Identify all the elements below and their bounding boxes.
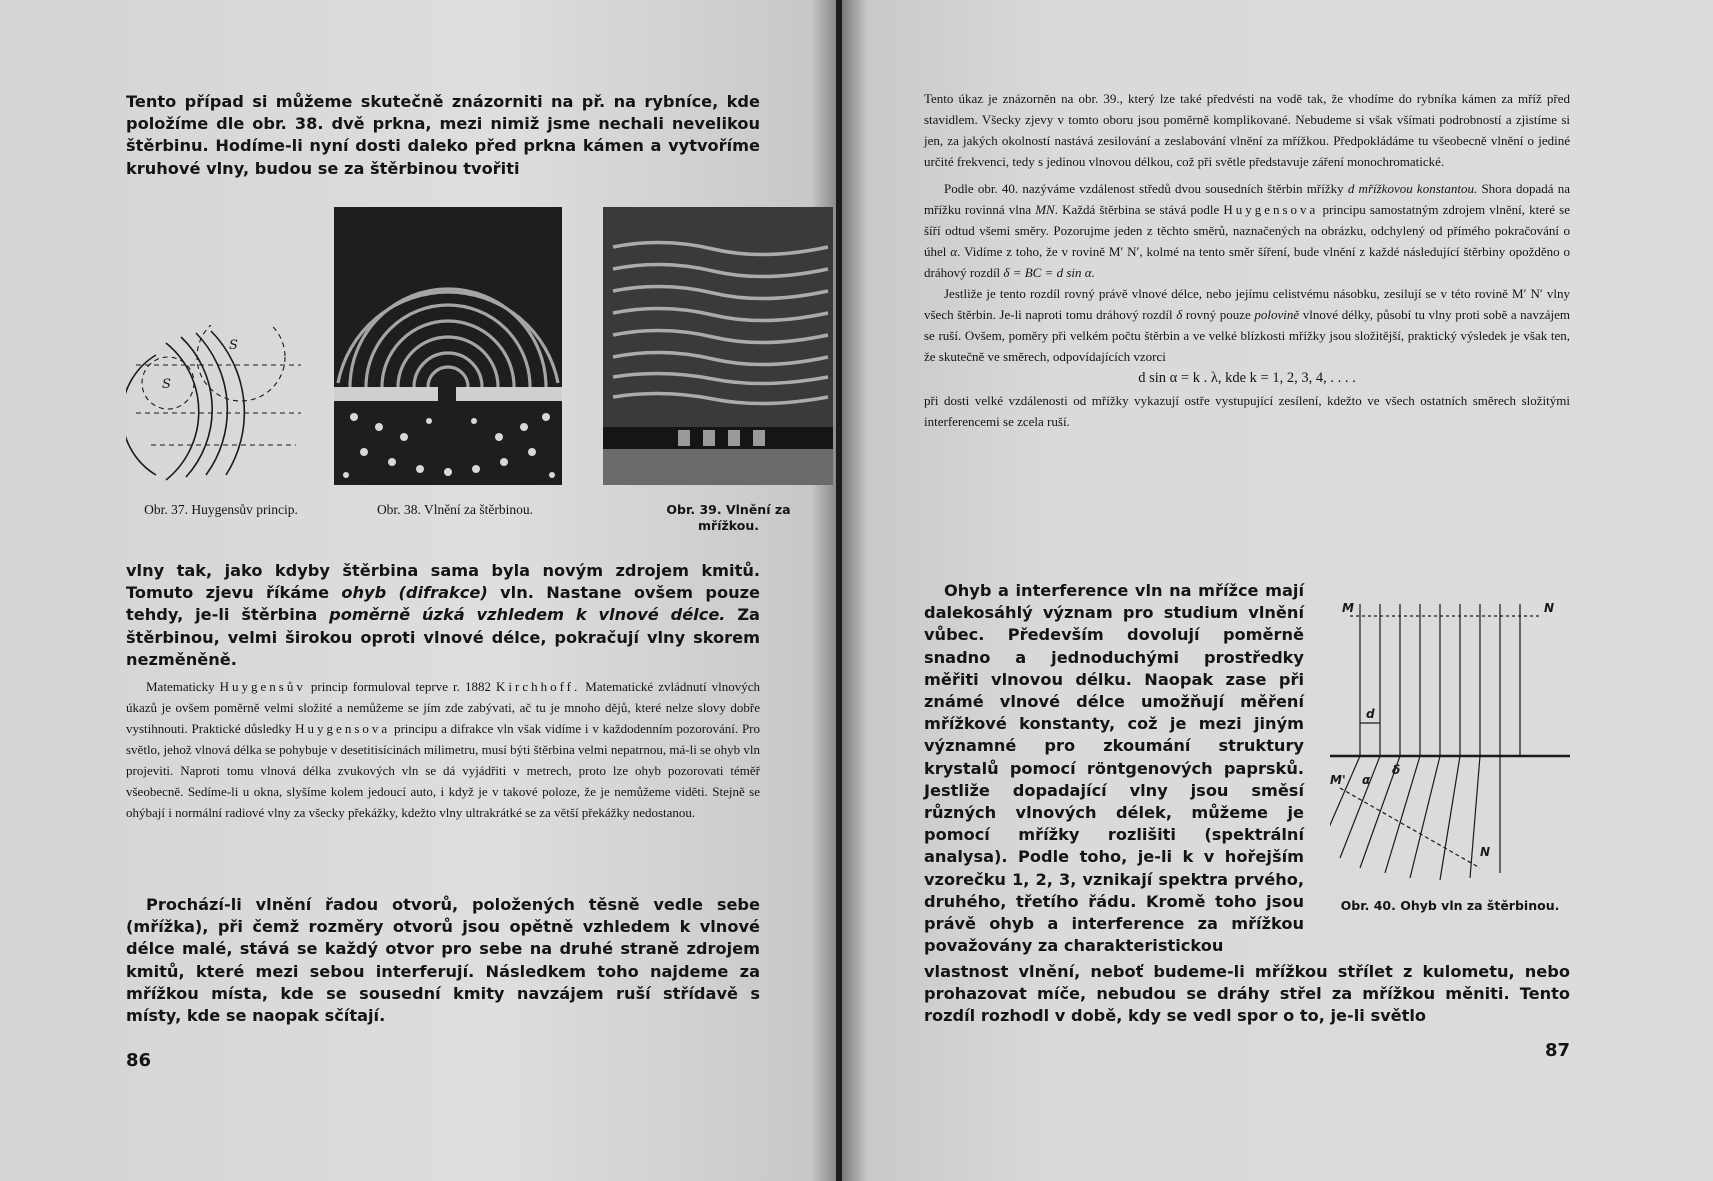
paragraph-demo: Tento úkaz je znázorněn na obr. 39., který lze také předvésti na vodě tak, že vhodíme do rybníka kámen za mříž před stavidlem. Všecky zjevy v tomto oboru jsou poměrně komplikované. Nebudeme si však všímati podrobností a zjistíme si jen, za jakých okolností nastává zesilování a zeslabování vlnění za mřížkou. Předpokládáme tu všeobecně vlnění o jediné určité frekvenci, tedy s jedinou vlnovou délkou, což při světle představuje záření monochromatické. Podle obr. 40. nazýváme vzdálenost středů dvou sousedních štěrbin mřížky d mřížkovou konstantou. Shora dopadá na mřížku rovinná vlna MN. Každá štěrbina se stává podle Huygensova principu samostatným zdrojem vlnění, které se šíří odtud všemi směry. Pozorujme jeden z těchto směrů, naznačených na obrázku, odchylený od přímého pokračování o úhel α. Vidíme z toho, že v rovině M′ N′, kolmé na tento směr šíření, bude vlnění z každé následující štěrbiny opožděno o dráhový rozdíl δ = BC = d sin α. Jestliže je tento rozdíl rovný právě vlnové délce, nebo jejímu celistvému násobku, zesilují se v této rovině M′ N′ vlny všech štěrbin. Je-li naproti tomu dráhový rozdíl δ rovný pouze polovině vlnové délky, působí tu vlny proti sobě a navzájem se ruší. Ovšem, poměry při velkém počtu štěrbin a ve velké blízkosti mřížky jsou složitější, praktický výsledek je však ten, že skutečně ve směrech, odpovídajících vzorci d sin α = k . λ, kde k = 1, 2, 3, 4, . . . . při dosti velké vzdálenosti od mřížky vykazují ostře vystupující zesílení, kdežto ve všech ostatních směrech složitými interferencemi se zcela ruší.: [924, 91, 1571, 429]
left-page: [0, 0, 836, 1181]
fig40-label-m: M: [1342, 601, 1354, 615]
paragraph-significance: Ohyb a interference vln na mřížce mají dalekosáhlý význam pro studium vlnění vůbec. Především dovolují poměrně snadno a jednoduchými prostředky měřiti vlnovou délku. Naopak zase při známé vlnové délce umožňují měření mřížkové konstanty, což je mezi jiným významné pro zkoumání struktury krystalů pomocí röntgenových paprsků. Jestliže dopadající vlny jsou směsí různých vlnových délek, můžeme je pomocí mřížky rozlišiti (spektrální analysa). Podle toho, je-li k v hořejším vzorečku 1, 2, 3, vznikají spektra prvého, druhého, třetího řádu. Kromě toho jsou právě ohyb a interference za mřížkou považovány za charakteristickou: [924, 581, 1304, 956]
huygens-principle-diagram: [126, 325, 311, 485]
fig40-label-delta: δ: [1392, 763, 1401, 777]
page-number-left: 86: [126, 1050, 152, 1071]
wave-slit-photo: [334, 207, 562, 485]
fig40-caption: Obr. 40. Ohyb vln za štěrbinou.: [1340, 898, 1560, 913]
source-label-s1: S: [162, 377, 171, 392]
paragraph-small-print: Matematicky Huygensův princip formuloval teprve r. 1882 Kirchhoff. Matematické zvládnutí vlnových úkazů je ovšem poměrně velmi složité a nemůžeme se jím zde zabývati, ač tu je mnoho dějů, které nelze slovy dobře vystihnouti. Praktické důsledky Huygensova principu a difrakce vln však vidíme i v každodenním pozorování. Pro světlo, jehož vlnová délka se pohybuje v desetitisícinách milimetru, musí býti štěrbina velmi nepatrnou, má-li se ohyb vln projeviti. Naproti tomu vlnová délka zvukových vln se dá vyjádřiti v metrech, proto lze ohyb pozorovati téměř všeobecně. Sedíme-li u okna, slyšíme kolem jedoucí auto, i když je v takové poloze, že je nemůžeme viděti. Stejně se ohýbají i normální radiové vlny za všecky překážky, kdežto vlny ultrakrátké se za větší překážky nedostanou.: [126, 679, 761, 820]
fig37-caption: Obr. 37. Huygensův princip.: [144, 502, 298, 517]
right-page: [842, 0, 1713, 1181]
fig39-caption: Obr. 39. Vlnění za mřížkou.: [666, 502, 791, 533]
fig40-label-alpha: α: [1362, 773, 1371, 787]
fig40-label-nprime: N: [1480, 845, 1491, 859]
fig40-label-n: N: [1544, 601, 1555, 615]
paragraph-significance-cont: vlastnost vlnění, neboť budeme-li mřížkou střílet z kulometu, nebo prohazovat míče, nebudou se dráhy střel za mřížkou měniti. Tento rozdíl rozhodl v době, kdy se vedl spor o to, je-li světlo: [924, 962, 1570, 1026]
grating-formula: d sin α = k . λ, kde k = 1, 2, 3, 4, . . . .: [1138, 370, 1356, 386]
grating-diffraction-diagram: [1330, 588, 1570, 888]
page-number-right: 87: [1545, 1040, 1571, 1061]
fig40-label-d: d: [1366, 707, 1375, 721]
fig38-caption: Obr. 38. Vlnění za štěrbinou.: [376, 502, 534, 517]
paragraph-intro: Tento případ si můžeme skutečně znázorniti na př. na rybníce, kde položíme dle obr. 38. dvě prkna, mezi nimiž jsme nechali nevelikou štěrbinu. Hodíme-li nyní dosti daleko před prkna kámen a vytvoříme kruhové vlny, budou se za štěrbinou tvořiti: [126, 92, 760, 178]
paragraph-diffraction: vlny tak, jako kdyby štěrbina sama byla novým zdrojem kmitů. Tomuto zjevu říkáme ohyb (difrakce) vln. Nastane ovšem pouze tehdy, je-li štěrbina poměrně úzká vzhledem k vlnové délce. Za štěrbinou, velmi širokou oproti vlnové délce, pokračují vlny skorem nezměněně.: [126, 561, 760, 669]
source-label-s2: S: [229, 338, 238, 353]
wave-grating-photo: [603, 207, 833, 485]
fig40-label-mprime: M': [1330, 773, 1346, 787]
paragraph-grating: Prochází-li vlnění řadou otvorů, položených těsně vedle sebe (mřížka), při čemž rozměry otvorů jsou opětně vzhledem k vlnové délce malé, stává se každý otvor pro sebe na druhé straně zdrojem kmitů, které mezi sebou interferují. Následkem toho najdeme za mřížkou místa, kde se sousední kmity navzájem ruší střídavě s místy, kde se naopak sčítají.: [126, 895, 760, 1026]
